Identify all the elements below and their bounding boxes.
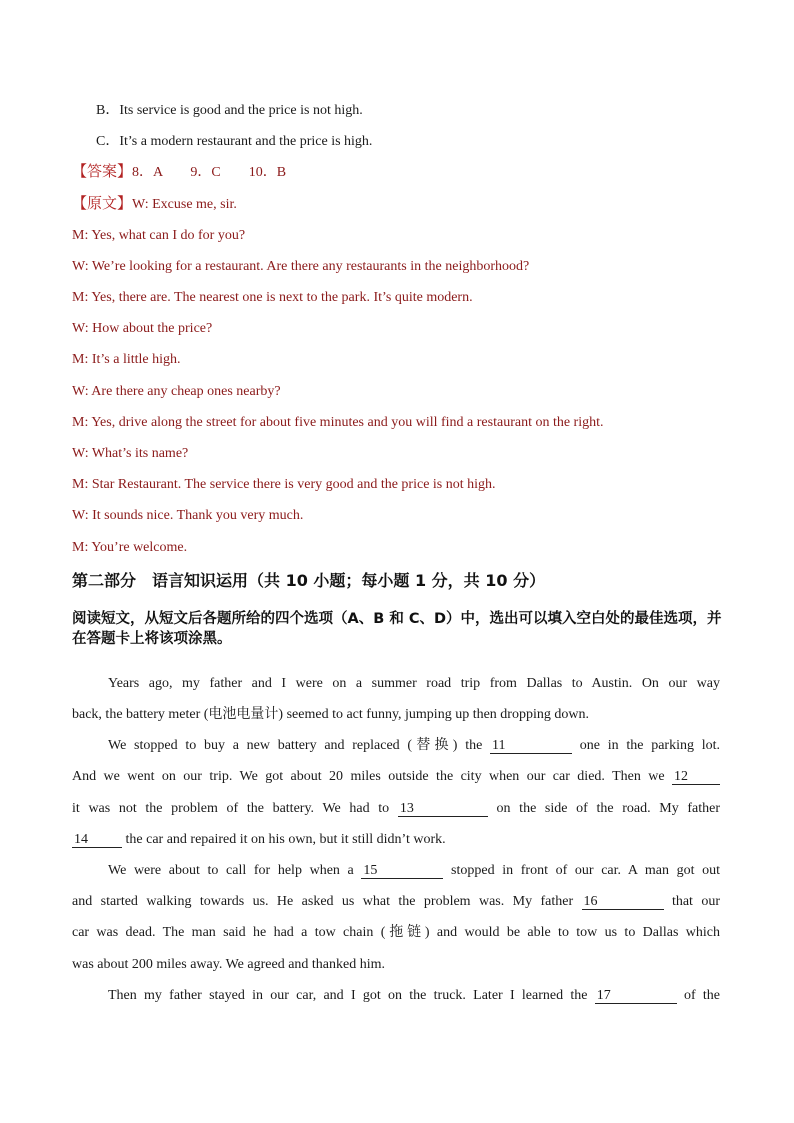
section-instruction: 阅读短文，从短文后各题所给的四个选项（A、B 和 C、D）中，选出可以填入空白处的最佳选项，并在答题卡上将该项涂黑。: [72, 611, 722, 647]
passage-line: Years ago, my father and I were on a summer road trip from Dallas to Austin. On our way: [108, 676, 720, 691]
passage-line: 14 the car and repaired it on his own, but it still didn’t work.: [74, 832, 446, 847]
transcript-line: M: Yes, there are. The nearest one is next to the park. It’s quite modern.: [72, 290, 473, 305]
passage-line: Then my father stayed in our car, and I got on the truck. Later I learned the 17 of the: [108, 988, 721, 1003]
passage-line: And we went on our trip. We got about 20 miles outside the city when our car died. Then we 12: [72, 768, 720, 786]
blank-14[interactable]: 14: [72, 832, 122, 848]
passage-line: We stopped to buy a new battery and replaced (替换) the 11 one in the parking lot.: [108, 738, 720, 753]
transcript-line: W: How about the price?: [72, 321, 213, 336]
transcript-line: M: You’re welcome.: [72, 540, 188, 555]
transcript-line: W: What’s its name?: [72, 446, 189, 461]
transcript-line: W: Are there any cheap ones nearby?: [72, 384, 281, 399]
answer-text: 8．A 9．C 10．B: [132, 165, 287, 180]
blank-17[interactable]: 17: [595, 988, 677, 1004]
transcript-line: W: It sounds nice. Thank you very much.: [72, 508, 304, 523]
transcript-first: W: Excuse me, sir.: [132, 197, 237, 212]
transcript-line: M: Yes, drive along the street for about five minutes and you will find a restaurant on the right.: [72, 415, 604, 430]
transcript-first-line: [72, 195, 720, 214]
blank-13[interactable]: 13: [398, 801, 488, 817]
passage-line: and started walking towards us. He asked us what the problem was. My father 16 that our: [72, 894, 721, 909]
passage-line: back, the battery meter (电池电量计) seemed to act funny, jumping up then dropping down.: [72, 707, 589, 722]
section-title: 第二部分 语言知识运用（共 10 小题；每小题 1 分，共 10 分）: [72, 571, 546, 590]
option-b: B．Its service is good and the price is not high.: [96, 103, 363, 118]
transcript-line: W: We’re looking for a restaurant. Are there any restaurants in the neighborhood?: [72, 259, 530, 274]
transcript-line: M: It’s a little high.: [72, 352, 181, 367]
answer-label: 【答案】: [72, 164, 133, 180]
transcript-line: M: Star Restaurant. The service there is very good and the price is not high.: [72, 477, 496, 492]
passage-line: it was not the problem of the battery. We had to 13 on the side of the road. My father: [72, 801, 721, 816]
transcript-label: 【原文】: [72, 196, 133, 212]
answer-line: [72, 163, 720, 182]
blank-11[interactable]: 11: [490, 738, 572, 754]
option-c: C．It’s a modern restaurant and the price is high.: [96, 134, 373, 149]
blank-16[interactable]: 16: [582, 894, 664, 910]
transcript-line: M: Yes, what can I do for you?: [72, 228, 246, 243]
passage-line: car was dead. The man said he had a tow chain (拖链) and would be able to tow us to Dallas which: [72, 925, 720, 940]
passage-line: We were about to call for help when a 15 stopped in front of our car. A man got out: [108, 863, 721, 878]
blank-12[interactable]: 12: [672, 769, 720, 785]
blank-15[interactable]: 15: [361, 863, 443, 879]
passage-line: was about 200 miles away. We agreed and thanked him.: [72, 957, 386, 972]
